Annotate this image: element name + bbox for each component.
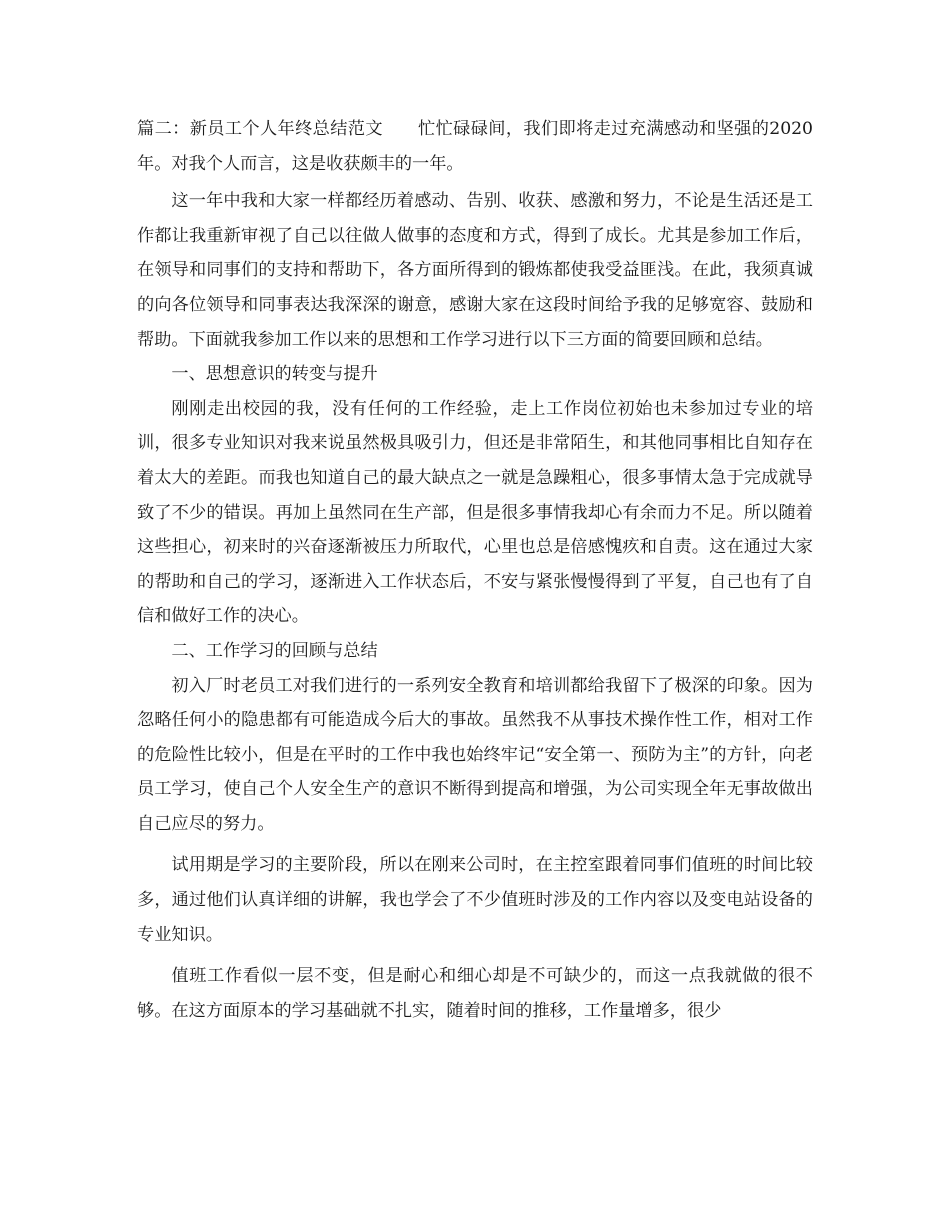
body-paragraph: 刚刚走出校园的我，没有任何的工作经验，走上工作岗位初始也未参加过专业的培训，很多专业知识对我来说虽然极具吸引力，但还是非常陌生，和其他同事相比自知存在着太大的差距。而我也知道自己的最大缺点之一就是急躁粗心，很多事情太急于完成就导致了不少的错误。再加上虽然同在生产部，但是很多事情我却心有余而力不足。所以随着这些担心，初来时的兴奋逐渐被压力所取代，心里也总是倍感愧疚和自责。这在通过大家的帮助和自己的学习，逐渐进入工作状态后，不安与紧张慢慢得到了平复，自己也有了自信和做好工作的决心。 [137, 398, 813, 627]
body-paragraph: 初入厂时老员工对我们进行的一系列安全教育和培训都给我留下了极深的印象。因为忽略任何小的隐患都有可能造成今后大的事故。虽然我不从事技术操作性工作，相对工作的危险性比较小，但是在平时的工作中我也始终牢记“安全第一、预防为主”的方针，向老员工学习，使自己个人安全生产的意识不断得到提高和增强，为公司实现全年无事故做出自己应尽的努力。 [137, 675, 813, 834]
section-heading: 一、思想意识的转变与提升 [171, 364, 378, 385]
body-paragraph: 这一年中我和大家一样都经历着感动、告别、收获、感激和努力，不论是生活还是工作都让我重新审视了自己以往做人做事的态度和方式，得到了成长。尤其是参加工作后，在领导和同事们的支持和帮助下，各方面所得到的锻炼都使我受益匪浅。在此，我须真诚的向各位领导和同事表达我深深的谢意，感谢大家在这段时间给予我的足够宽容、鼓励和帮助。下面就我参加工作以来的思想和工作学习进行以下三方面的简要回顾和总结。 [137, 191, 813, 350]
body-paragraph: 值班工作看似一层不变，但是耐心和细心却是不可缺少的，而这一点我就做的很不够。在这方面原本的学习基础就不扎实，随着时间的推移，工作量增多，很少 [137, 966, 813, 1021]
body-paragraph: 试用期是学习的主要阶段，所以在刚来公司时，在主控室跟着同事们值班的时间比较多，通过他们认真详细的讲解，我也学会了不少值班时涉及的工作内容以及变电站设备的专业知识。 [137, 855, 813, 945]
document-body [137, 112, 813, 1028]
section-heading: 二、工作学习的回顾与总结 [171, 640, 378, 661]
title-paragraph: 篇二：新员工个人年终总结范文 忙忙碌碌间，我们即将走过充满感动和坚强的2020年。对我个人而言，这是收获颇丰的一年。 [137, 119, 813, 174]
